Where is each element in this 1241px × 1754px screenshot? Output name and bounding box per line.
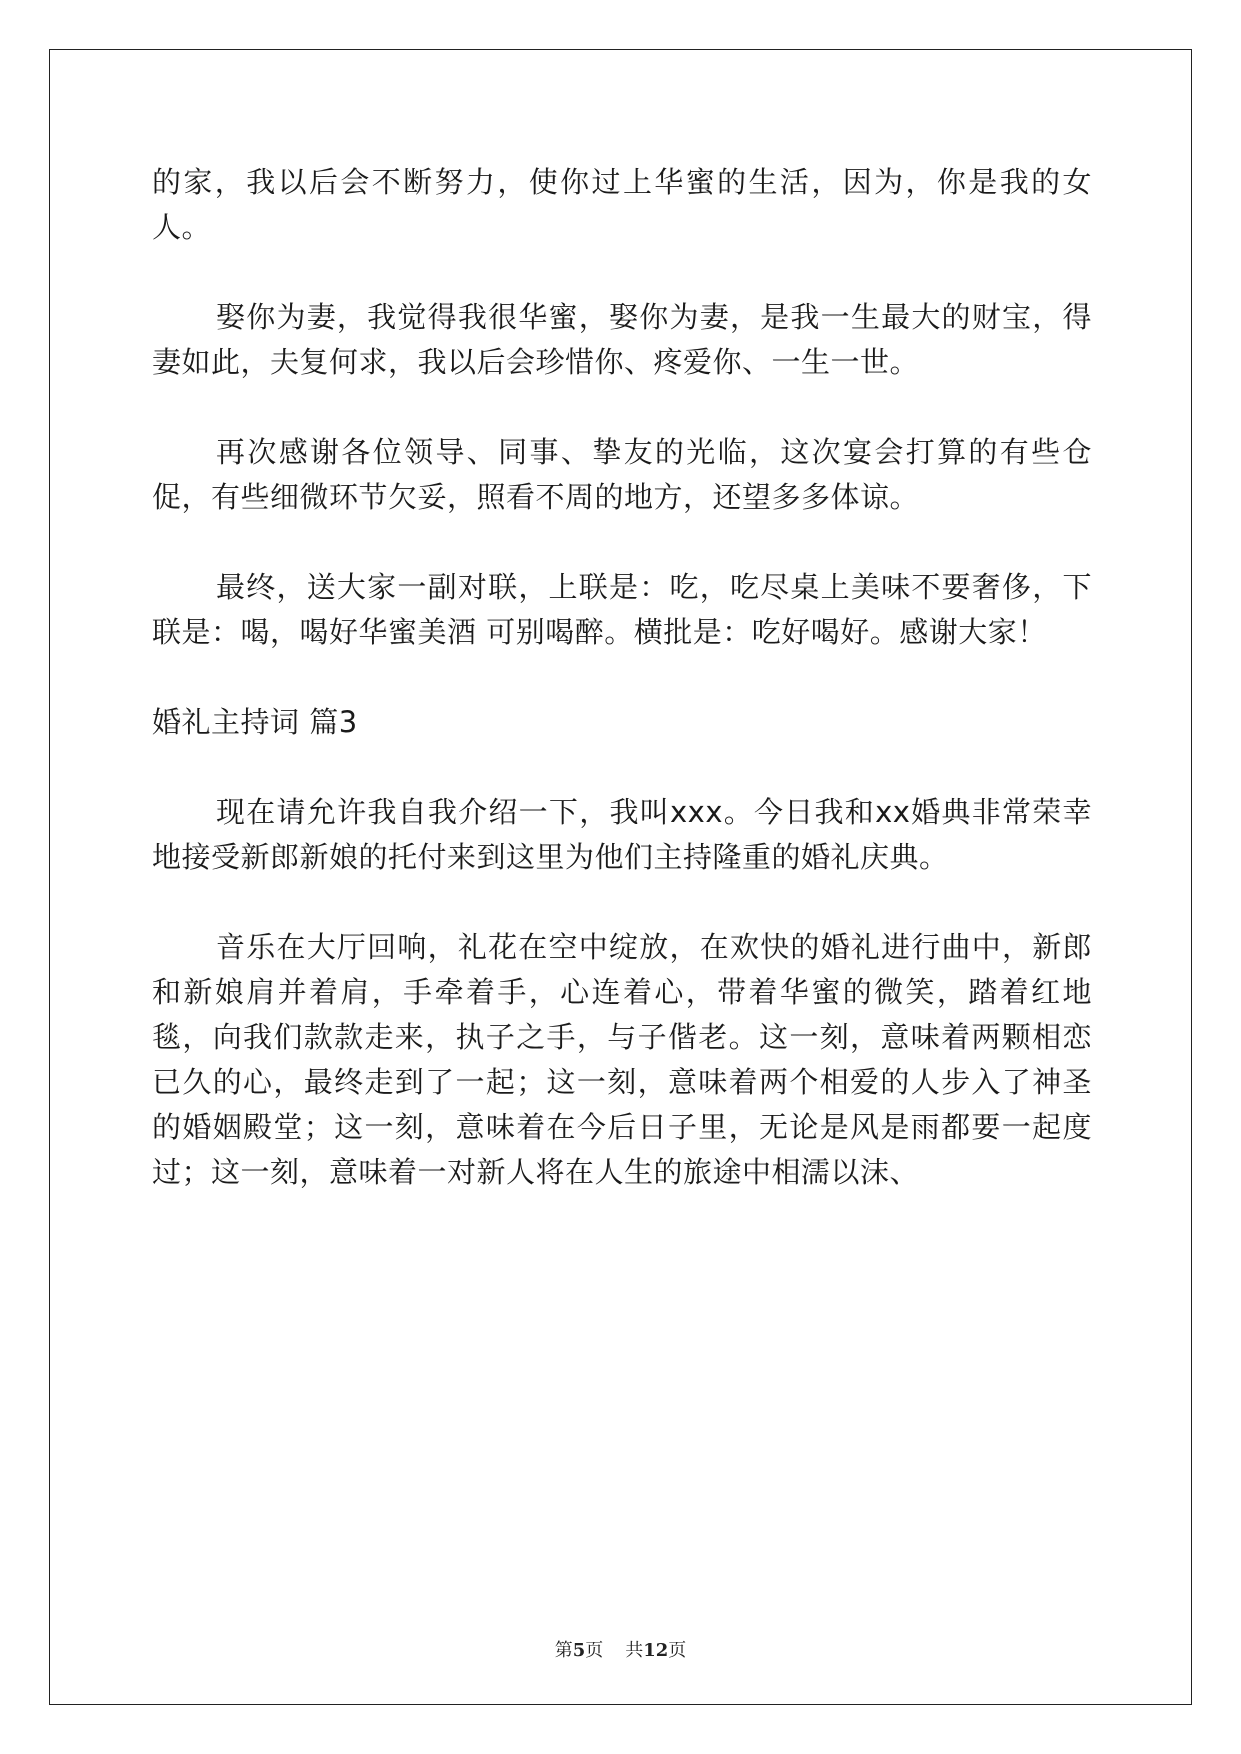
page-unit: 页 — [585, 1640, 604, 1661]
paragraph-continuation: 的家，我以后会不断努力，使你过上华蜜的生活，因为，你是我的女人。 — [152, 165, 1092, 244]
page-prefix: 第 — [554, 1640, 573, 1661]
paragraph: 娶你为妻，我觉得我很华蜜，娶你为妻，是我一生最大的财宝，得妻如此，夫复何求，我以后会珍惜你、疼爱你、一生一世。 — [152, 300, 1092, 379]
page-current: 5 — [572, 1640, 586, 1661]
total-prefix: 共 — [625, 1640, 644, 1661]
section-heading: 婚礼主持词 篇3 — [152, 705, 358, 739]
page-total: 12 — [643, 1640, 669, 1661]
paragraph: 最终，送大家一副对联，上联是：吃，吃尽桌上美味不要奢侈，下联是：喝，喝好华蜜美酒 可别喝醉。横批是：吃好喝好。感谢大家！ — [152, 570, 1092, 649]
paragraph: 现在请允许我自我介绍一下，我叫xxx。今日我和xx婚典非常荣幸地接受新郎新娘的托付来到这里为他们主持隆重的婚礼庆典。 — [152, 795, 1092, 874]
page-footer — [0, 1636, 1241, 1662]
total-unit: 页 — [668, 1640, 687, 1661]
document-body — [152, 160, 1092, 1240]
paragraph: 音乐在大厅回响，礼花在空中绽放，在欢快的婚礼进行曲中，新郎和新娘肩并着肩，手牵着手，心连着心，带着华蜜的微笑，踏着红地毯，向我们款款走来，执子之手，与子偕老。这一刻，意味着两颗相恋已久的心，最终走到了一起；这一刻，意味着两个相爱的人步入了神圣的婚姻殿堂；这一刻，意味着在今后日子里，无论是风是雨都要一起度过；这一刻，意味着一对新人将在人生的旅途中相濡以沫、 — [152, 930, 1092, 1189]
paragraph: 再次感谢各位领导、同事、挚友的光临，这次宴会打算的有些仓促，有些细微环节欠妥，照看不周的地方，还望多多体谅。 — [152, 435, 1092, 514]
